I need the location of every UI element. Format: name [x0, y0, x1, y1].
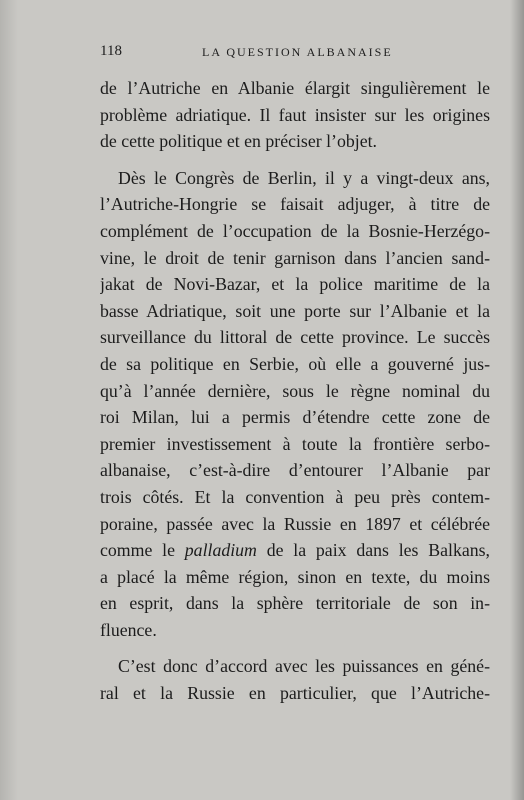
text-line: qu’à l’année dernière, sous le règne nominal du	[100, 380, 490, 401]
text-line: basse Adriatique, soit une porte sur l’Albanie et la	[100, 300, 490, 321]
text-line: problème adriatique. Il faut insister sur les origines	[100, 104, 490, 125]
text-line: trois côtés. Et la convention à peu près contem-	[100, 486, 490, 507]
text-line: vine, le droit de tenir garnison dans l’ancien sand-	[100, 247, 490, 268]
italic-term: palladium	[184, 540, 257, 561]
text-line: fluence.	[100, 619, 157, 640]
running-title: LA QUESTION ALBANAISE	[202, 45, 393, 59]
text-line-italic	[100, 537, 490, 564]
gutter-shadow	[510, 0, 524, 800]
text-line: C’est donc d’accord avec les puissances en géné-	[118, 656, 490, 677]
text-line: poraine, passée avec la Russie en 1897 et célébrée	[100, 513, 490, 534]
body-text	[100, 75, 490, 707]
page-number: 118	[100, 43, 122, 59]
text-line: l’Autriche-Hongrie se faisait adjuger, à titre de	[100, 194, 490, 215]
text-line: albanaise, c’est-à-dire d’entourer l’Albanie par	[100, 460, 490, 481]
text-line: en esprit, dans la sphère territoriale de son in-	[100, 593, 490, 614]
running-header	[100, 43, 492, 63]
text-line: de sa politique en Serbie, où elle a gouverné jus-	[100, 353, 490, 374]
text-line: ral et la Russie en particulier, que l’Autriche-	[100, 683, 490, 704]
text-line: premier investissement à toute la frontière serbo-	[100, 433, 490, 454]
text-line: surveillance du littoral de cette province. Le succès	[100, 327, 490, 348]
paragraph-3	[100, 653, 490, 706]
page-edge-shadow	[0, 0, 18, 800]
text-fragment: comme le	[100, 540, 185, 561]
text-line: de cette politique et en préciser l’objet.	[100, 131, 377, 152]
text-line: a placé la même région, sinon en texte, du moins	[100, 566, 490, 587]
text-line: de l’Autriche en Albanie élargit singulièrement le	[100, 78, 490, 98]
text-line: roi Milan, lui a permis d’étendre cette zone de	[100, 407, 490, 428]
paragraph-1	[100, 75, 490, 155]
text-line: jakat de Novi-Bazar, et la police maritime de la	[100, 274, 490, 295]
text-fragment: de la paix dans les Balkans,	[256, 540, 490, 561]
paragraph-2	[100, 165, 490, 644]
text-line: Dès le Congrès de Berlin, il y a vingt-deux ans,	[118, 167, 490, 188]
text-line: complément de l’occupation de la Bosnie-Herzégo-	[100, 220, 490, 241]
